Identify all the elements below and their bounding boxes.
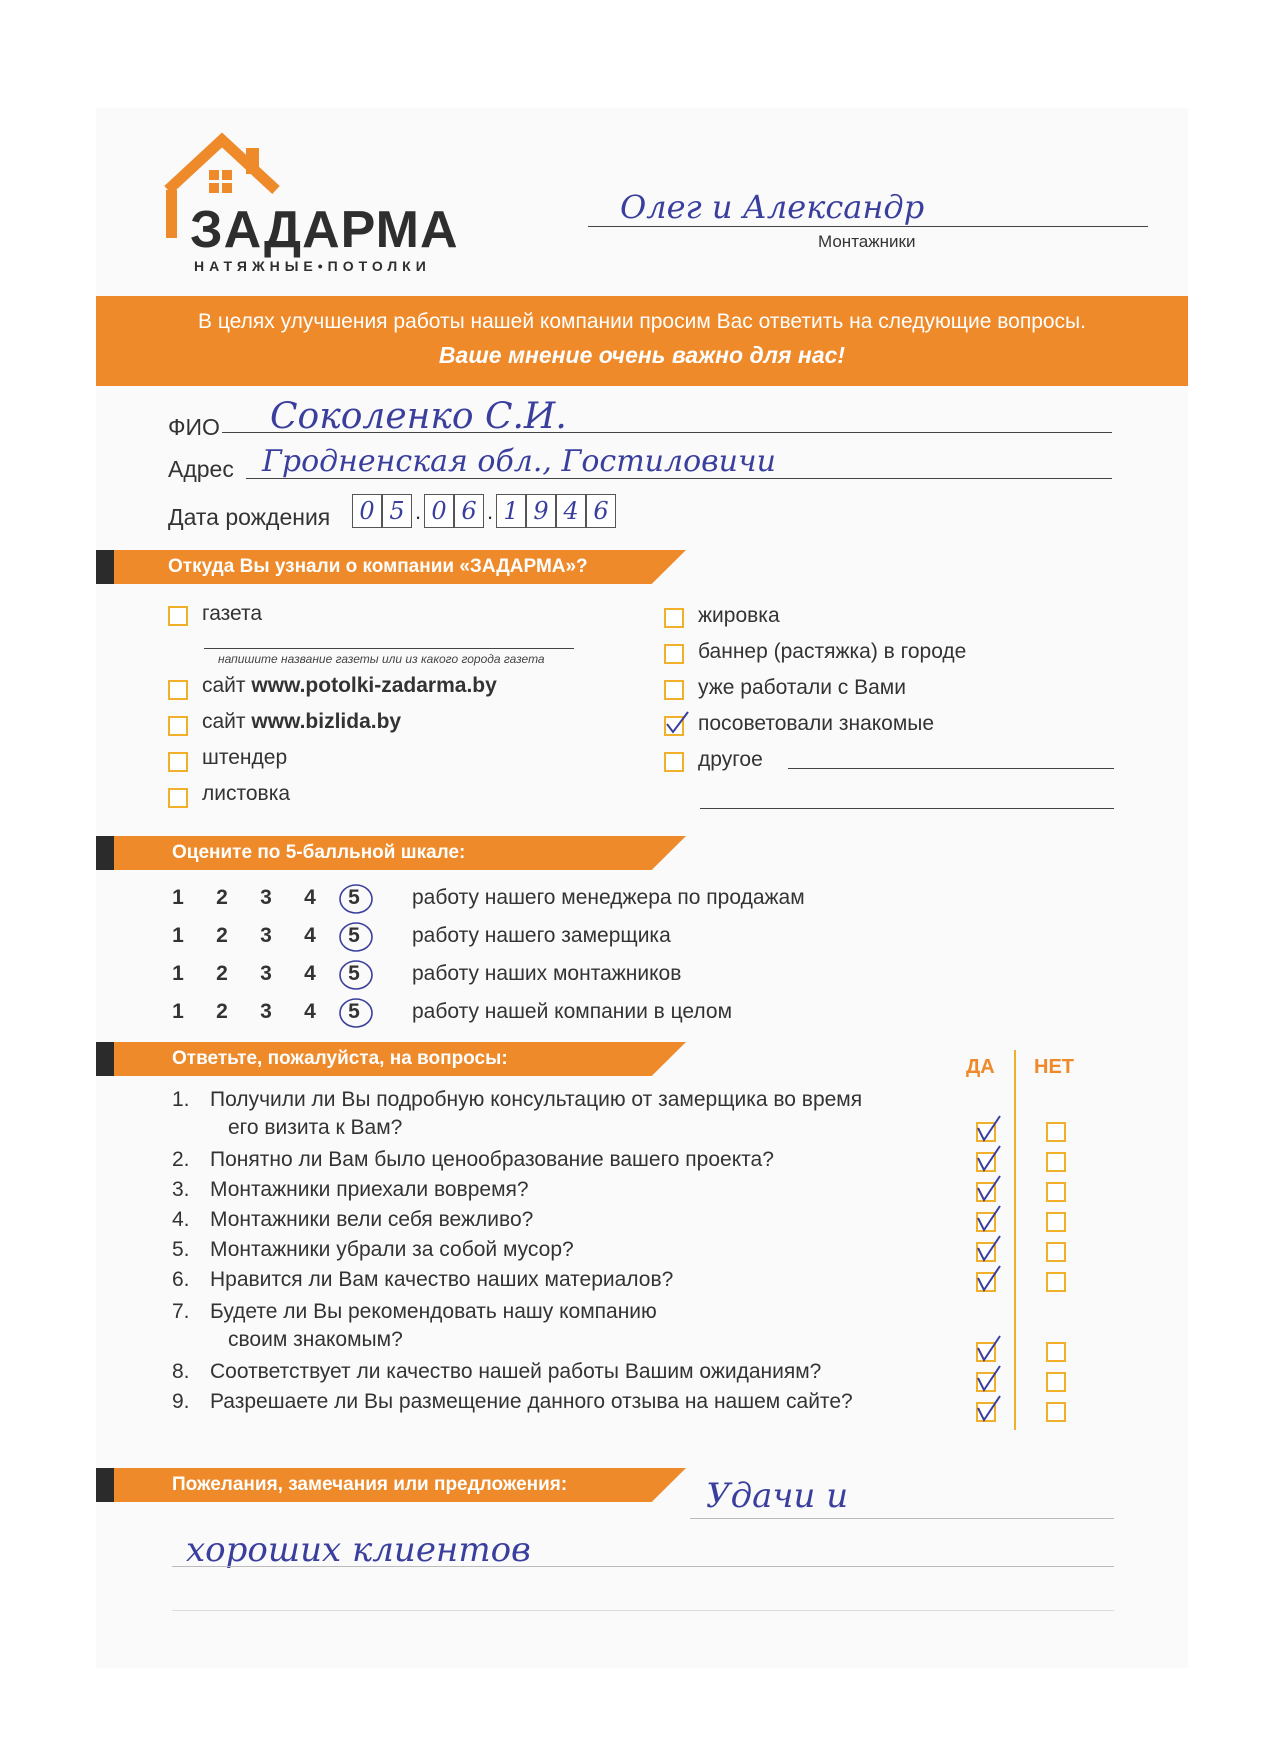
- question-text: Монтажники вели себя вежливо?: [210, 1208, 534, 1231]
- option-checkbox[interactable]: [168, 716, 188, 736]
- answer-no-checkbox[interactable]: [1046, 1212, 1066, 1232]
- dob-separator: .: [486, 499, 494, 524]
- dob-separator: .: [414, 499, 422, 524]
- other-line-2[interactable]: [700, 808, 1114, 809]
- question-text: Соответствует ли качество нашей работы Вашим ожиданиям?: [210, 1360, 822, 1383]
- rating-option[interactable]: 3: [260, 886, 272, 909]
- question-number: 4.: [172, 1208, 190, 1231]
- selection-circle-icon: [336, 958, 376, 992]
- question-text-cont: своим знакомым?: [228, 1328, 403, 1351]
- dob-digit: 0: [352, 494, 382, 528]
- newspaper-line[interactable]: [204, 648, 574, 649]
- option-checkbox[interactable]: [664, 608, 684, 628]
- selection-circle-icon: [336, 882, 376, 916]
- installers-caption: Монтажники: [818, 232, 916, 251]
- checkmark-icon: [974, 1144, 1004, 1172]
- checkmark-icon: [974, 1204, 1004, 1232]
- question-text-cont: его визита к Вам?: [228, 1116, 403, 1139]
- rating-label: работу наших монтажников: [412, 962, 682, 985]
- rating-option[interactable]: 2: [216, 886, 228, 909]
- dob-digit: 1: [496, 494, 526, 528]
- question-number: 2.: [172, 1148, 190, 1171]
- rating-label: работу нашего замерщика: [412, 924, 671, 947]
- comment-text-line-2: хороших клиентов: [186, 1530, 531, 1570]
- yes-column-header: ДА: [966, 1056, 995, 1078]
- section-marker: [96, 1468, 114, 1502]
- column-divider: [1014, 1050, 1016, 1430]
- no-column-header: НЕТ: [1034, 1056, 1074, 1078]
- option-label: баннер (растяжка) в городе: [698, 640, 967, 663]
- intro-line-2: Ваше мнение очень важно для нас!: [438, 342, 846, 368]
- dob-digit: 6: [586, 494, 616, 528]
- source-section-header: [96, 550, 686, 584]
- checkmark-icon: [974, 1234, 1004, 1262]
- rating-option[interactable]: 2: [216, 962, 228, 985]
- rating-row: [156, 962, 916, 992]
- dob-digit: 4: [556, 494, 586, 528]
- comment-text-line-1: Удачи и: [706, 1476, 849, 1516]
- option-site-bizlida: [202, 710, 401, 734]
- option-label: газета: [202, 602, 263, 625]
- rating-section-title: Оцените по 5-балльной шкале:: [172, 842, 466, 863]
- rating-option[interactable]: 3: [260, 962, 272, 985]
- option-checkbox[interactable]: [168, 752, 188, 772]
- answer-no-checkbox[interactable]: [1046, 1242, 1066, 1262]
- section-marker: [96, 836, 114, 870]
- newspaper-hint: напишите название газеты или из какого города газета: [218, 652, 545, 666]
- rating-option-selected[interactable]: 5: [348, 1000, 360, 1023]
- answer-no-checkbox[interactable]: [1046, 1402, 1066, 1422]
- comment-line-3[interactable]: [172, 1610, 1114, 1611]
- section-marker: [96, 550, 114, 584]
- dob-digit: 5: [382, 494, 412, 528]
- dob-digit: 9: [526, 494, 556, 528]
- address-value: Гродненская обл., Гостиловичи: [262, 444, 776, 479]
- rating-option[interactable]: 4: [304, 1000, 316, 1023]
- rating-row: [156, 886, 916, 916]
- rating-option[interactable]: 2: [216, 924, 228, 947]
- source-section-title: Откуда Вы узнали о компании «ЗАДАРМА»?: [168, 556, 588, 577]
- checkmark-icon: [974, 1364, 1004, 1392]
- rating-option-selected[interactable]: 5: [348, 886, 360, 909]
- question-text: Будете ли Вы рекомендовать нашу компанию: [210, 1300, 657, 1323]
- dob-label: Дата рождения: [168, 504, 331, 530]
- option-link[interactable]: www.potolki-zadarma.by: [251, 674, 497, 697]
- option-checkbox[interactable]: [168, 606, 188, 626]
- rating-label: работу нашего менеджера по продажам: [412, 886, 805, 909]
- question-number: 3.: [172, 1178, 190, 1201]
- rating-option-selected[interactable]: 5: [348, 962, 360, 985]
- rating-option[interactable]: 2: [216, 1000, 228, 1023]
- comment-line-1[interactable]: [690, 1518, 1114, 1519]
- rating-option[interactable]: 3: [260, 1000, 272, 1023]
- question-number: 6.: [172, 1268, 190, 1291]
- question-text: Разрешаете ли Вы размещение данного отзыва на нашем сайте?: [210, 1390, 853, 1413]
- option-checkbox[interactable]: [664, 752, 684, 772]
- checkmark-icon: [974, 1114, 1004, 1142]
- rating-row: [156, 1000, 916, 1030]
- rating-option[interactable]: 4: [304, 962, 316, 985]
- comments-section-title: Пожелания, замечания или предложения:: [172, 1474, 568, 1495]
- questions-section-title: Ответьте, пожалуйста, на вопросы:: [172, 1048, 508, 1069]
- brand-tagline: НАТЯЖНЫЕ•ПОТОЛКИ: [194, 258, 431, 274]
- rating-option[interactable]: 1: [172, 924, 184, 947]
- fio-value: Соколенко С.И.: [270, 396, 567, 437]
- intro-line-1: В целях улучшения работы нашей компании просим Вас ответить на следующие вопросы.: [198, 310, 1086, 333]
- intro-banner: [96, 296, 1188, 386]
- question-text: Нравится ли Вам качество наших материалов?: [210, 1268, 674, 1291]
- checkmark-icon: [974, 1174, 1004, 1202]
- option-label: сайт: [202, 710, 252, 733]
- selection-circle-icon: [336, 996, 376, 1030]
- rating-label: работу нашей компании в целом: [412, 1000, 733, 1023]
- dob-digit: 6: [454, 494, 484, 528]
- answer-no-checkbox[interactable]: [1046, 1342, 1066, 1362]
- dob-boxes[interactable]: [352, 494, 616, 528]
- option-site-potolki: [202, 674, 497, 698]
- questions-section-header: [96, 1042, 686, 1076]
- question-number: 8.: [172, 1360, 190, 1383]
- rating-option[interactable]: 3: [260, 924, 272, 947]
- selection-circle-icon: [336, 920, 376, 954]
- rating-option[interactable]: 1: [172, 1000, 184, 1023]
- option-link[interactable]: www.bizlida.by: [251, 710, 402, 733]
- question-number: 1.: [172, 1088, 190, 1111]
- option-label: жировка: [698, 604, 780, 627]
- answer-no-checkbox[interactable]: [1046, 1182, 1066, 1202]
- option-checkbox[interactable]: [664, 680, 684, 700]
- option-label: уже работали с Вами: [698, 676, 906, 699]
- answer-no-checkbox[interactable]: [1046, 1152, 1066, 1172]
- question-text: Получили ли Вы подробную консультацию от замерщика во время: [210, 1088, 863, 1111]
- fio-label: ФИО: [168, 414, 220, 440]
- option-checkbox[interactable]: [168, 680, 188, 700]
- rating-option[interactable]: 4: [304, 886, 316, 909]
- checkmark-icon: [974, 1264, 1004, 1292]
- rating-option[interactable]: 1: [172, 962, 184, 985]
- rating-section-header: [96, 836, 686, 870]
- option-label: посоветовали знакомые: [698, 712, 935, 735]
- rating-option[interactable]: 4: [304, 924, 316, 947]
- option-checkbox[interactable]: [664, 644, 684, 664]
- section-marker: [96, 1042, 114, 1076]
- option-label: штендер: [202, 746, 288, 769]
- installers-line: [588, 226, 1148, 227]
- question-number: 9.: [172, 1390, 190, 1413]
- question-text: Монтажники приехали вовремя?: [210, 1178, 529, 1201]
- question-number: 5.: [172, 1238, 190, 1261]
- option-label: другое: [698, 748, 763, 771]
- rating-row: [156, 924, 916, 954]
- company-logo: [160, 128, 480, 278]
- comments-section-header: [96, 1468, 686, 1502]
- brand-name: ЗАДАРМА: [190, 201, 459, 259]
- answer-no-checkbox[interactable]: [1046, 1272, 1066, 1292]
- question-text: Понятно ли Вам было ценообразование вашего проекта?: [210, 1148, 774, 1171]
- dob-digit: 0: [424, 494, 454, 528]
- installers-names: Олег и Александр: [620, 188, 925, 226]
- checkmark-icon: [974, 1334, 1004, 1362]
- question-number: 7.: [172, 1300, 190, 1323]
- answer-no-checkbox[interactable]: [1046, 1122, 1066, 1142]
- checkmark-icon: [664, 710, 692, 736]
- question-text: Монтажники убрали за собой мусор?: [210, 1238, 574, 1261]
- option-label: листовка: [202, 782, 291, 805]
- checkmark-icon: [974, 1394, 1004, 1422]
- comment-line-2[interactable]: [172, 1566, 1114, 1567]
- rating-option[interactable]: 1: [172, 886, 184, 909]
- rating-option-selected[interactable]: 5: [348, 924, 360, 947]
- address-label: Адрес: [168, 456, 234, 482]
- option-checkbox[interactable]: [168, 788, 188, 808]
- other-line[interactable]: [788, 768, 1114, 769]
- option-label: сайт: [202, 674, 252, 697]
- answer-no-checkbox[interactable]: [1046, 1372, 1066, 1392]
